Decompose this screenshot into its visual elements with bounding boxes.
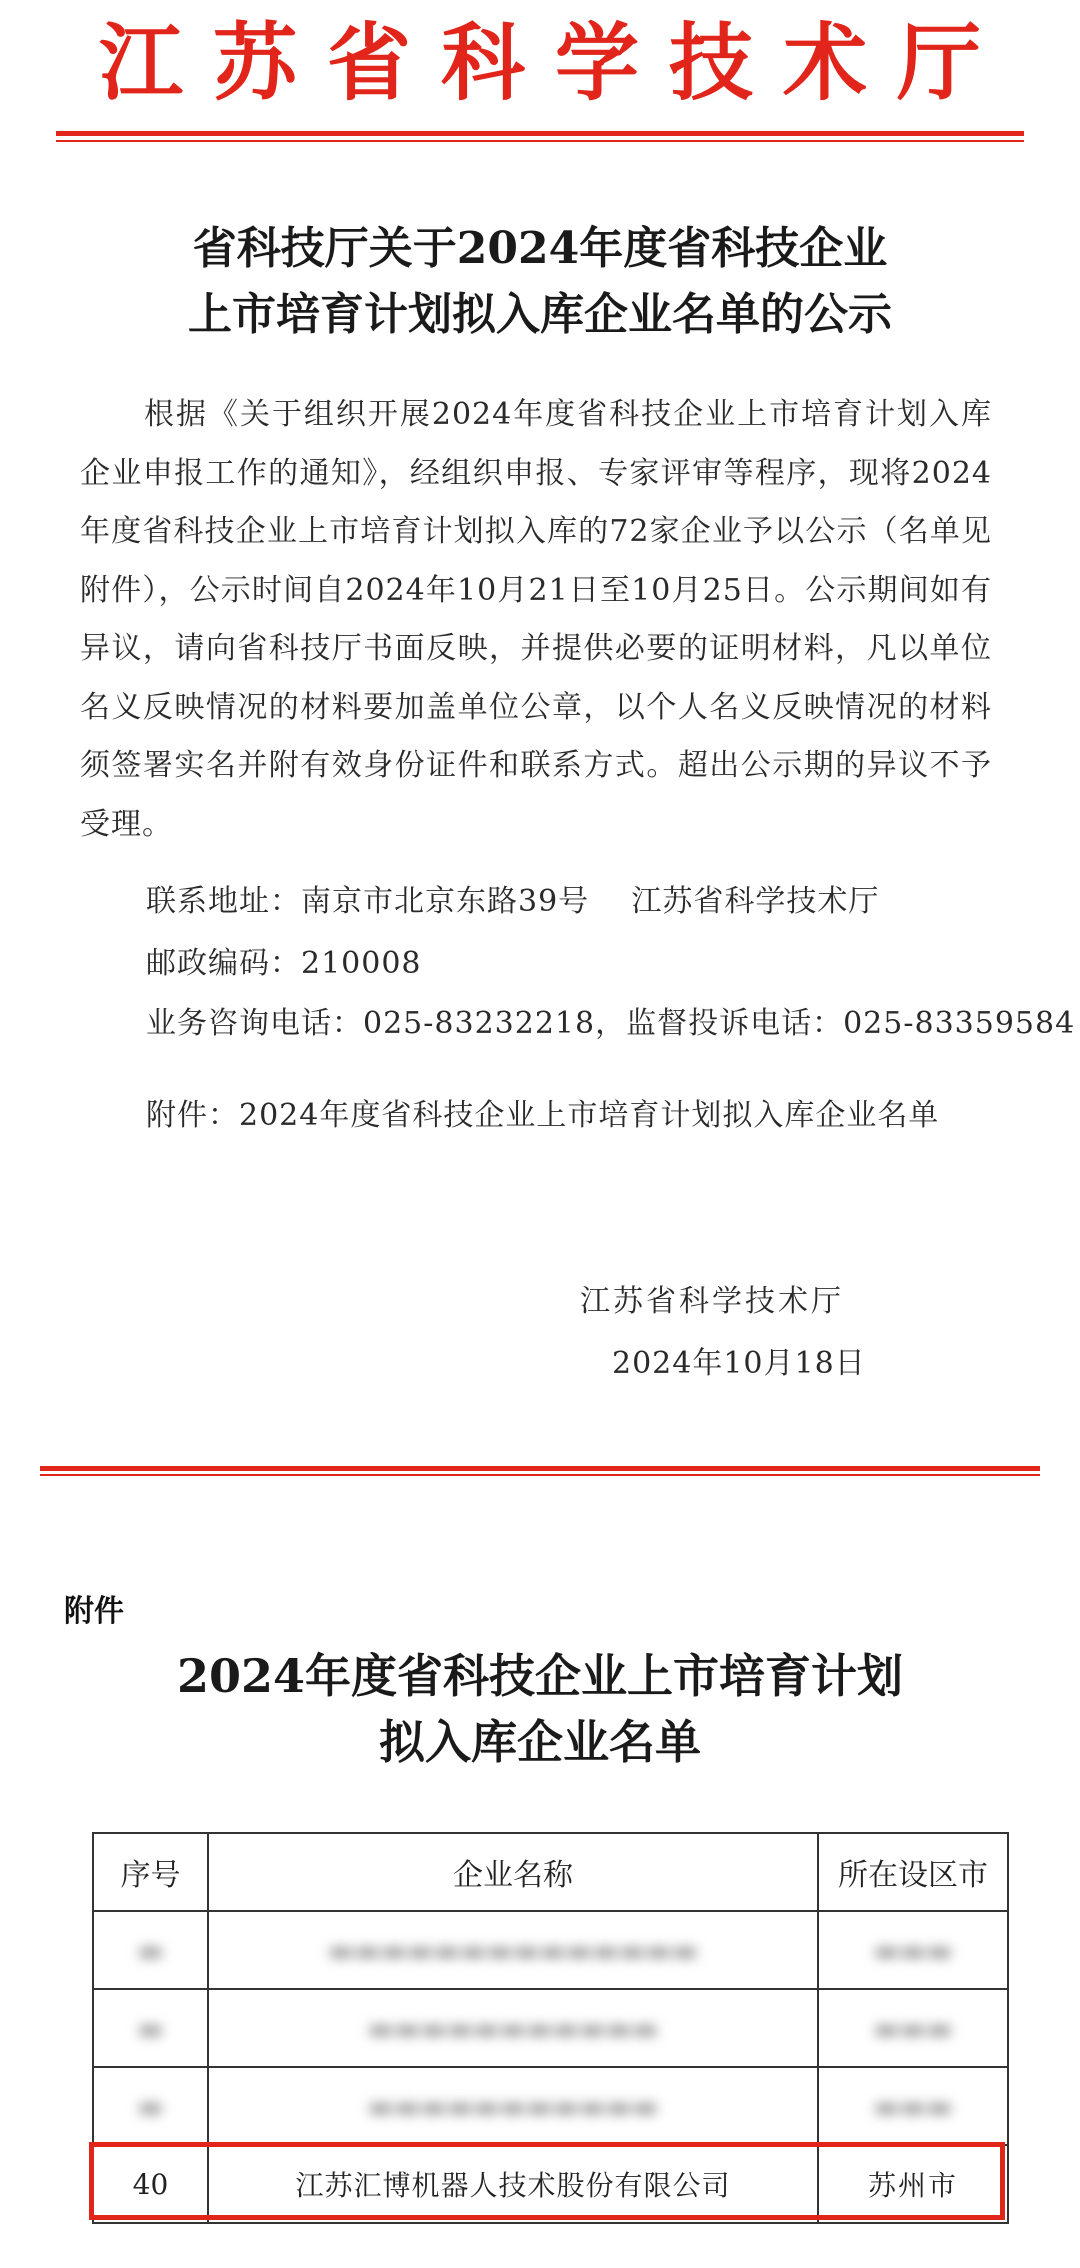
header-company-name: 企业名称 [208, 1833, 818, 1911]
blurred-cell: ▬ [93, 2067, 208, 2145]
blurred-cell: ▬▬▬▬▬▬▬▬▬▬▬ [208, 1989, 818, 2067]
blurred-table-row [93, 2067, 1008, 2145]
table-row [93, 2145, 1008, 2223]
letterhead-rule-thin [56, 140, 1024, 142]
blurred-cell: ▬▬▬ [818, 2067, 1008, 2145]
company-table [92, 1832, 1009, 2224]
blurred-cell: ▬▬▬ [818, 1989, 1008, 2067]
signature-date: 2024年10月18日 [612, 1346, 866, 1381]
annex-title-line1: 2024年度省科技企业上市培育计划 [176, 1649, 904, 1703]
header-no: 序号 [93, 1833, 208, 1911]
notice-title-line2: 上市培育计划拟入库企业名单的公示 [188, 289, 892, 340]
blurred-cell: ▬▬▬▬▬▬▬▬▬▬▬▬▬▬ [208, 1911, 818, 1989]
blurred-cell: ▬▬▬▬▬▬▬▬▬▬▬ [208, 2067, 818, 2145]
notice-title-line1: 省科技厅关于2024年度省科技企业 [192, 223, 888, 274]
signature-org: 江苏省科学技术厅 [580, 1284, 844, 1319]
contact-phones: 业务咨询电话：025-83232218，监督投诉电话：025-83359584 [146, 1006, 1076, 1041]
annex-title-line2: 拟入库企业名单 [379, 1715, 701, 1769]
blurred-table-row [93, 1911, 1008, 1989]
section-divider-thin [40, 1474, 1040, 1476]
notice-body-paragraph: 根据《关于组织开展2024年度省科技企业上市培育计划入库企业申报工作的通知》，经组织申报、专家评审等程序，现将2024年度省科技企业上市培育计划拟入库的72家企业予以公示（名单见附件），公示时间自2024年10月21日至10月25日。公示期间如有异议，请向省科技厅书面反映，并提供必要的证明材料，凡以单位名义反映情况的材料要加盖单位公章，以个人名义反映情况的材料须签署实名并附有效身份证件和联系方式。超出公示期的异议不予受理。 [80, 397, 992, 842]
row-city: 苏州市 [818, 2145, 1008, 2223]
blurred-cell: ▬ [93, 1911, 208, 1989]
letterhead-rule [56, 131, 1024, 136]
section-divider [40, 1466, 1040, 1471]
table-header-row [93, 1833, 1008, 1911]
postcode: 邮政编码：210008 [146, 946, 422, 981]
annex-label: 附件 [64, 1594, 124, 1629]
row-company-name: 江苏汇博机器人技术股份有限公司 [208, 2145, 818, 2223]
letterhead-title: 江苏省科学技术厅 [98, 14, 1011, 112]
blurred-cell: ▬▬▬ [818, 1911, 1008, 1989]
row-no: 40 [93, 2145, 208, 2223]
header-city: 所在设区市 [818, 1833, 1008, 1911]
blurred-cell: ▬ [93, 1989, 208, 2067]
attachment-note: 附件：2024年度省科技企业上市培育计划拟入库企业名单 [146, 1098, 940, 1133]
contact-address: 联系地址：南京市北京东路39号 江苏省科学技术厅 [146, 884, 880, 919]
blurred-table-row [93, 1989, 1008, 2067]
